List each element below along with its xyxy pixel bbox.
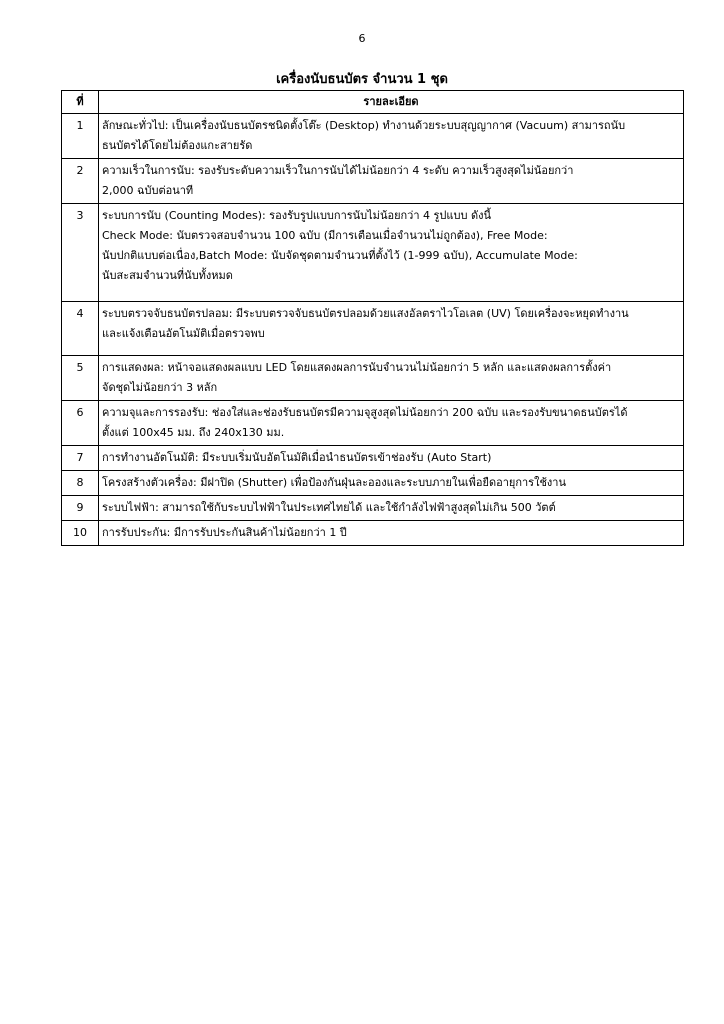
row-number: 8 [62, 471, 99, 496]
detail-line: ตั้งแต่ 100x45 มม. ถึง 240x130 มม. [102, 426, 285, 439]
row-detail [99, 401, 684, 446]
header-number: ที่ [62, 91, 99, 114]
table-row [62, 302, 684, 356]
detail-line: ลักษณะทั่วไป: เป็นเครื่องนับธนบัตรชนิดตั้งโต๊ะ (Desktop) ทำงานด้วยระบบสุญญากาศ (Vacuum) สามารถนับ [102, 119, 626, 132]
row-number: 10 [62, 521, 99, 546]
detail-line: โครงสร้างตัวเครื่อง: มีฝาปิด (Shutter) เพื่อป้องกันฝุ่นละอองและระบบภายในเพื่อยืดอายุการใช้งาน [102, 476, 566, 489]
row-number: 2 [62, 159, 99, 204]
table-row [62, 496, 684, 521]
detail-line: การทำงานอัตโนมัติ: มีระบบเริ่มนับอัตโนมัติเมื่อนำธนบัตรเข้าช่องรับ (Auto Start) [102, 451, 492, 464]
row-detail [99, 159, 684, 204]
detail-line: ระบบตรวจจับธนบัตรปลอม: มีระบบตรวจจับธนบัตรปลอมด้วยแสงอัลตราไวโอเลต (UV) โดยเครื่องจะหยุดทำงาน [102, 307, 629, 320]
row-number: 3 [62, 204, 99, 302]
row-number: 4 [62, 302, 99, 356]
table-body [62, 114, 684, 546]
table-row [62, 401, 684, 446]
row-number: 7 [62, 446, 99, 471]
row-detail [99, 521, 684, 546]
table-header-row [62, 91, 684, 114]
detail-line: Check Mode: นับตรวจสอบจำนวน 100 ฉบับ (มีการเตือนเมื่อจำนวนไม่ถูกต้อง), Free Mode: [102, 229, 548, 242]
table-row [62, 471, 684, 496]
detail-line: นับสะสมจำนวนที่นับทั้งหมด [102, 269, 233, 282]
row-detail [99, 446, 684, 471]
page-number: 6 [358, 32, 366, 45]
detail-line: ความเร็วในการนับ: รองรับระดับความเร็วในการนับได้ไม่น้อยกว่า 4 ระดับ ความเร็วสูงสุดไม่น้อยกว่า [102, 164, 574, 177]
row-detail [99, 496, 684, 521]
table-row [62, 159, 684, 204]
detail-line: ธนบัตรได้โดยไม่ต้องแกะสายรัด [102, 139, 253, 152]
spec-table [61, 90, 684, 546]
table-row [62, 521, 684, 546]
detail-line: ความจุและการรองรับ: ช่องใส่และช่องรับธนบัตรมีความจุสูงสุดไม่น้อยกว่า 200 ฉบับ และรองรับขนาดธนบัตรได้ [102, 406, 628, 419]
row-detail [99, 114, 684, 159]
table-row [62, 356, 684, 401]
document-title: เครื่องนับธนบัตร จำนวน 1 ชุด [276, 72, 448, 87]
header-detail: รายละเอียด [99, 91, 684, 114]
detail-line: จัดชุดไม่น้อยกว่า 3 หลัก [102, 381, 218, 394]
detail-line: ระบบไฟฟ้า: สามารถใช้กับระบบไฟฟ้าในประเทศไทยได้ และใช้กำลังไฟฟ้าสูงสุดไม่เกิน 500 วัตต์ [102, 501, 556, 514]
detail-line: และแจ้งเตือนอัตโนมัติเมื่อตรวจพบ [102, 327, 265, 340]
detail-line: ระบบการนับ (Counting Modes): รองรับรูปแบบการนับไม่น้อยกว่า 4 รูปแบบ ดังนี้ [102, 209, 491, 222]
row-number: 1 [62, 114, 99, 159]
detail-line: การรับประกัน: มีการรับประกันสินค้าไม่น้อยกว่า 1 ปี [102, 526, 347, 539]
table-row [62, 204, 684, 302]
detail-line: การแสดงผล: หน้าจอแสดงผลแบบ LED โดยแสดงผลการนับจำนวนไม่น้อยกว่า 5 หลัก และแสดงผลการตั้งค่า [102, 361, 612, 374]
detail-line: 2,000 ฉบับต่อนาที [102, 184, 194, 197]
table-row [62, 114, 684, 159]
table-row [62, 446, 684, 471]
row-number: 5 [62, 356, 99, 401]
row-detail [99, 471, 684, 496]
row-detail [99, 302, 684, 356]
row-number: 6 [62, 401, 99, 446]
detail-line: นับปกติแบบต่อเนื่อง,Batch Mode: นับจัดชุดตามจำนวนที่ตั้งไว้ (1-999 ฉบับ), Accumulate Mode: [102, 249, 578, 262]
row-detail [99, 204, 684, 302]
row-number: 9 [62, 496, 99, 521]
row-detail [99, 356, 684, 401]
